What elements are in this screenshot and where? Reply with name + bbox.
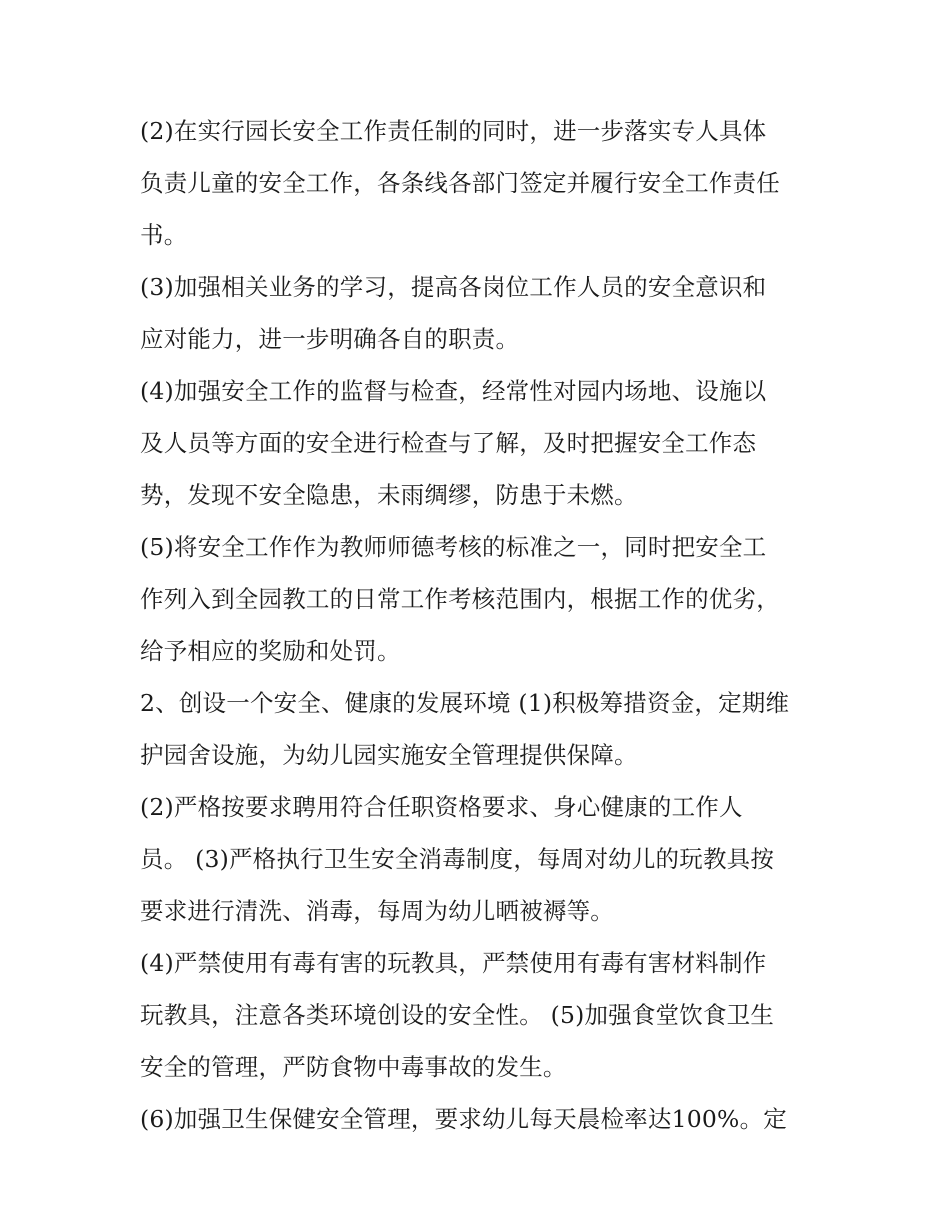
text-line: 势，发现不安全隐患，未雨绸缪，防患于未燃。 xyxy=(140,481,638,509)
text-line: (6)加强卫生保健安全管理，要求幼儿每天晨检率达100%。定 xyxy=(140,1105,787,1133)
text-line: 作列入到全园教工的日常工作考核范围内，根据工作的优劣， xyxy=(140,585,780,613)
text-line: 2、创设一个安全、健康的发展环境 (1)积极筹措资金，定期维 xyxy=(140,689,790,717)
text-line: (2)在实行园长安全工作责任制的同时，进一步落实专人具体 xyxy=(140,117,767,145)
document-body xyxy=(140,105,830,1145)
text-line: 护园舍设施，为幼儿园实施安全管理提供保障。 xyxy=(140,741,638,769)
text-line: 要求进行清洗、消毒，每周为幼儿晒被褥等。 xyxy=(140,897,614,925)
text-line: 负责儿童的安全工作，各条线各部门签定并履行安全工作责任 xyxy=(140,169,780,197)
text-line: 安全的管理，严防食物中毒事故的发生。 xyxy=(140,1053,567,1081)
text-line: 书。 xyxy=(140,221,188,249)
text-line: (3)加强相关业务的学习，提高各岗位工作人员的安全意识和 xyxy=(140,273,767,301)
text-line: 玩教具，注意各类环境创设的安全性。 (5)加强食堂饮食卫生 xyxy=(140,1001,775,1029)
text-line: (4)严禁使用有毒有害的玩教具，严禁使用有毒有害材料制作 xyxy=(140,949,767,977)
text-line: 给予相应的奖励和处罚。 xyxy=(140,637,401,665)
text-line: 应对能力，进一步明确各自的职责。 xyxy=(140,325,520,353)
text-line: (2)严格按要求聘用符合任职资格要求、身心健康的工作人 xyxy=(140,793,743,821)
text-line: 及人员等方面的安全进行检查与了解，及时把握安全工作态 xyxy=(140,429,757,457)
text-line: 员。 (3)严格执行卫生安全消毒制度，每周对幼儿的玩教具按 xyxy=(140,845,775,873)
text-line: (5)将安全工作作为教师师德考核的标准之一，同时把安全工 xyxy=(140,533,767,561)
text-line: (4)加强安全工作的监督与检查，经常性对园内场地、设施以 xyxy=(140,377,767,405)
